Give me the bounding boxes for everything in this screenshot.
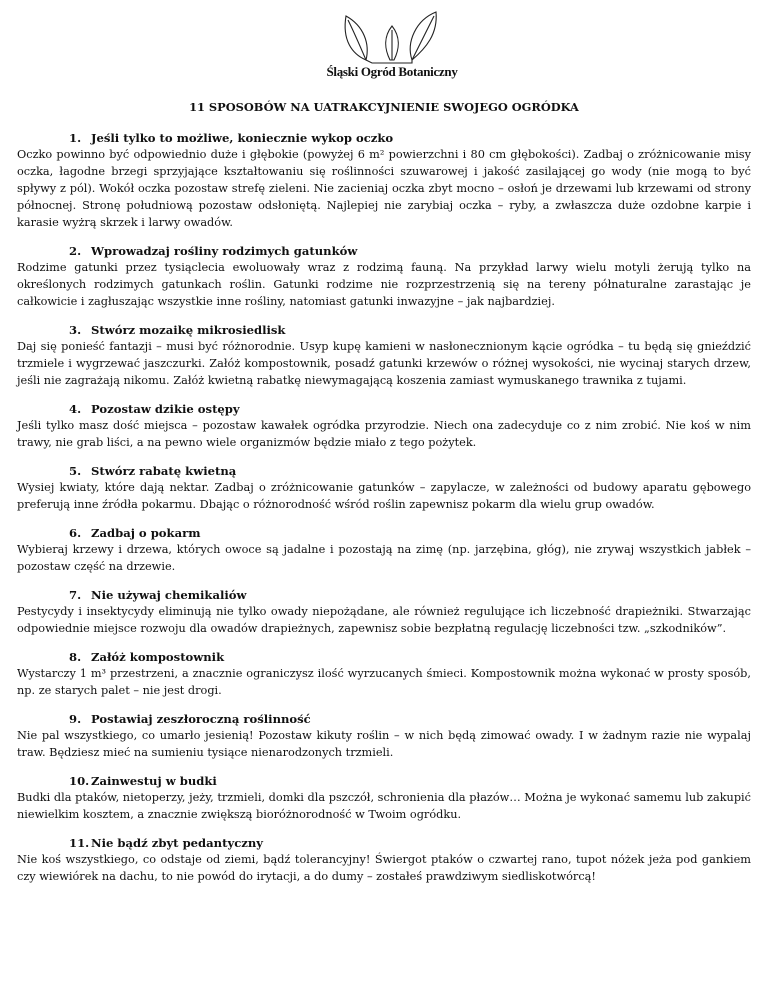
tip-body: Pestycydy i insektycydy eliminują nie tylko owady niepożądane, ale również regulujące ich liczebność drapieżniki. Stwarzając odpowiednie miejsce rozwoju dla owadów drapieżnych, zapewnisz sobie bezpłatną regulację liczebności tzw. „szkodników”. [17, 605, 751, 635]
tip-body: Oczko powinno być odpowiednio duże i głębokie (powyżej 6 m² powierzchni i 80 cm głębokości). Zadbaj o zróżnicowanie misy oczka, łagodne brzegi sprzyjające kształtowaniu się roślinności szuwarowej i jakość zasilającej go wody (nie mogą to być spływy z pól). Wokół oczka pozostaw strefę zieleni. Nie zacieniaj oczka zbyt mocno – osłoń je drzewami lub krzewami od strony północnej. Stronę południową pozostaw odsłoniętą. Najlepiej nie zarybiaj oczka – ryby, a zwłaszcza duże ozdobne karpie i karasie wyżrą skrzek i larwy owadów. [17, 148, 751, 229]
tip-heading [17, 711, 751, 727]
tip-heading [17, 587, 751, 603]
tip-number: 6. [69, 526, 82, 540]
tip-heading [17, 322, 751, 338]
tip-section [17, 401, 751, 451]
tip-number: 9. [69, 712, 82, 726]
tip-title: Nie używaj chemikaliów [91, 588, 247, 602]
tip-title: Stwórz mozaikę mikrosiedlisk [91, 323, 286, 337]
tip-body: Daj się ponieść fantazji – musi być różnorodnie. Usyp kupę kamieni w nasłonecznionym kącie ogródka – tu będą się gnieździć trzmiele i wygrzewać jaszczurki. Załóż kompostownik, posadź gatunki krzewów o różnej wysokości, nie wycinaj starych drzew, jeśli nie zagrażają nikomu. Załóż kwietną rabatkę niewymagającą koszenia zamiast wymuskanego trawnika z tujami. [17, 340, 751, 387]
tip-title: Zainwestuj w budki [91, 774, 217, 788]
tip-title: Załóż kompostownik [91, 650, 225, 664]
tips-list [17, 130, 751, 897]
tip-heading [17, 401, 751, 417]
tip-heading [17, 525, 751, 541]
tip-body: Nie koś wszystkiego, co odstaje od ziemi, bądź tolerancyjny! Świergot ptaków o czwartej rano, tupot nóżek jeża pod gankiem czy wiewiórek na dachu, to nie powód do irytacji, a do dumy – zostałeś prawdziwym siedliskotwórcą! [17, 853, 751, 883]
tip-body: Wysiej kwiaty, które dają nektar. Zadbaj o zróżnicowanie gatunków – zapylacze, w zależności od budowy aparatu gębowego preferują inne źródła pokarmu. Dbając o różnorodność wśród roślin zapewnisz pokarm dla wielu grup owadów. [17, 481, 751, 511]
tip-number: 4. [69, 402, 82, 416]
tip-body: Jeśli tylko masz dość miejsca – pozostaw kawałek ogródka przyrodzie. Niech ona zadecyduje co z nim zrobić. Nie koś w nim trawy, nie grab liści, a na pewno wiele organizmów będzie miało z tego pożytek. [17, 419, 751, 449]
tip-section [17, 649, 751, 699]
garden-logo [302, 8, 482, 86]
tip-section [17, 130, 751, 231]
tip-body: Nie pal wszystkiego, co umarło jesienią! Pozostaw kikuty roślin – w nich będą zimować owady. I w żadnym razie nie wypalaj traw. Będziesz mieć na sumieniu tysiące nienarodzonych trzmieli. [17, 729, 751, 759]
tip-number: 2. [69, 244, 82, 258]
leaf-logo-icon [312, 8, 472, 64]
tip-number: 10. [69, 774, 90, 788]
tip-title: Pozostaw dzikie ostępy [91, 402, 240, 416]
tip-heading [17, 835, 751, 851]
tip-heading [17, 243, 751, 259]
tip-section [17, 463, 751, 513]
tip-title: Postawiaj zeszłoroczną roślinność [91, 712, 311, 726]
tip-title: Wprowadzaj rośliny rodzimych gatunków [91, 244, 358, 258]
tip-body: Wystarczy 1 m³ przestrzeni, a znacznie ograniczysz ilość wyrzucanych śmieci. Kompostownik można wykonać w prosty sposób, np. ze starych palet – nie jest drogi. [17, 667, 751, 697]
tip-section [17, 711, 751, 761]
tip-section [17, 525, 751, 575]
tip-section [17, 587, 751, 637]
tip-number: 8. [69, 650, 82, 664]
tip-section [17, 243, 751, 310]
tip-number: 11. [69, 836, 90, 850]
tip-number: 1. [69, 131, 82, 145]
tip-number: 7. [69, 588, 82, 602]
tip-title: Nie bądź zbyt pedantyczny [91, 836, 264, 850]
tip-heading [17, 463, 751, 479]
tip-heading [17, 130, 751, 146]
tip-number: 3. [69, 323, 82, 337]
tip-title: Zadbaj o pokarm [91, 526, 201, 540]
tip-section [17, 773, 751, 823]
tip-heading [17, 773, 751, 789]
tip-title: Stwórz rabatę kwietną [91, 464, 237, 478]
logo-text: Śląski Ogród Botaniczny [326, 64, 458, 79]
document-title: 11 SPOSOBÓW NA UATRAKCYJNIENIE SWOJEGO OGRÓDKA [189, 100, 579, 114]
tip-heading [17, 649, 751, 665]
tip-body: Budki dla ptaków, nietoperzy, jeży, trzmieli, domki dla pszczół, schronienia dla płazów… Można je wykonać samemu lub zakupić niewielkim kosztem, a znacznie zwiększą bioróżnorodność w Twoim ogródku. [17, 791, 751, 821]
tip-body: Rodzime gatunki przez tysiąclecia ewoluowały wraz z rodzimą fauną. Na przykład larwy wielu motyli żerują tylko na określonych rodzimych gatunkach roślin. Gatunki rodzime nie rozprzestrzenią się na tereny półnaturalne zarastając je całkowicie i zagłuszając wszystkie inne rośliny, natomiast gatunki inwazyjne – jak najbardziej. [17, 261, 751, 308]
tip-section [17, 835, 751, 885]
tip-section [17, 322, 751, 389]
tip-body: Wybieraj krzewy i drzewa, których owoce są jadalne i pozostają na zimę (np. jarzębina, głóg), nie zrywaj wszystkich jabłek – pozostaw część na drzewie. [17, 543, 751, 573]
tip-number: 5. [69, 464, 82, 478]
tip-title: Jeśli tylko to możliwe, koniecznie wykop oczko [91, 131, 394, 145]
